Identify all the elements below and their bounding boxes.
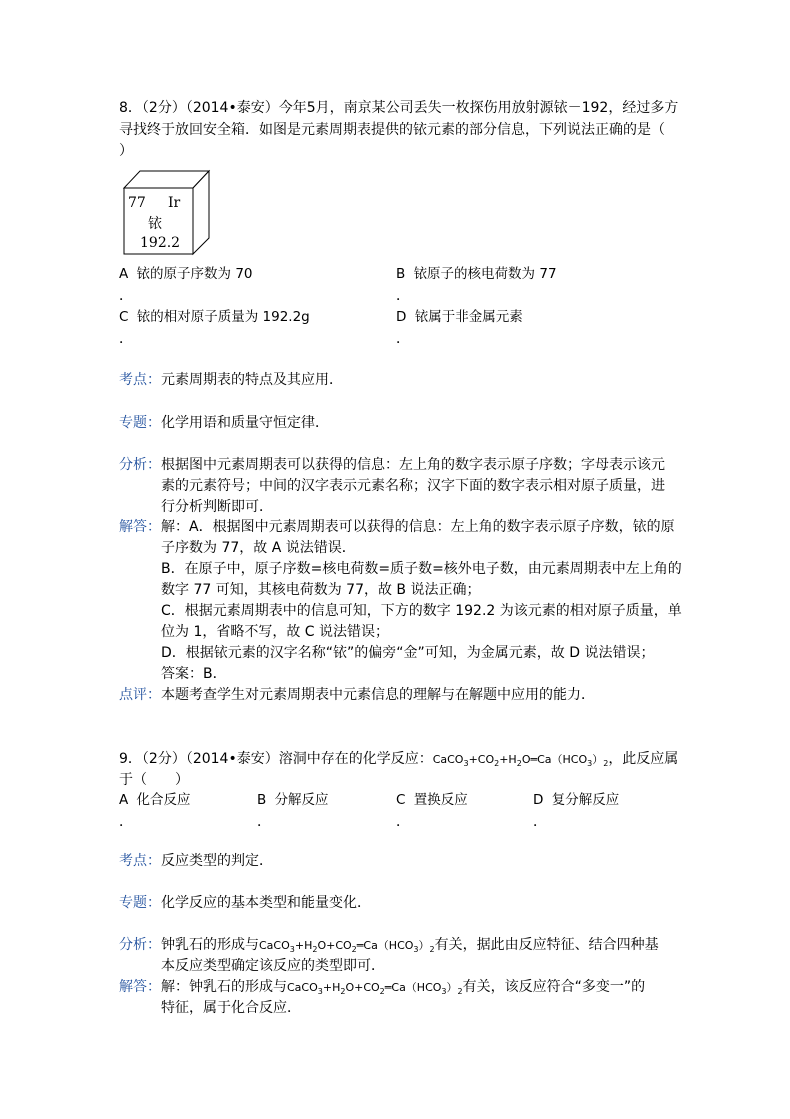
q8-stem-line3: ） <box>119 143 133 159</box>
q8-fenxi-line3: 行分析判断即可． <box>161 499 273 515</box>
option-letter: D <box>396 309 407 325</box>
q9-option-b[interactable] <box>257 790 329 810</box>
q8-stem-line2: 寻找终于放回安全箱．如图是元素周期表提供的铱元素的部分信息，下列说法正确的是（ <box>119 122 665 138</box>
q9-fenxi-line1 <box>161 935 659 956</box>
kaodian-label: 考点： <box>119 372 161 388</box>
element-mass: 192.2 <box>140 235 181 251</box>
zhuanti-label: 专题： <box>119 415 161 431</box>
q8-jieda-line3: B．在原子中，原子序数=核电荷数=质子数=核外电子数，由元素周期表中左上角的 <box>161 561 682 577</box>
q8-option-a-dot: ． <box>119 288 133 304</box>
q9-option-d-dot: ． <box>533 814 547 830</box>
q8-jieda-line5: C．根据元素周期表中的信息可知，下方的数字 192.2 为该元素的相对原子质量，单 <box>161 603 682 619</box>
q8-kaodian <box>119 370 343 390</box>
option-text: 铱属于非金属元素 <box>414 309 523 325</box>
option-text: 铱的原子序数为 70 <box>136 266 253 282</box>
option-letter: B <box>396 266 406 282</box>
zhuanti-text: 化学用语和质量守恒定律． <box>161 415 329 431</box>
option-text: 分解反应 <box>274 792 329 808</box>
q8-dianping <box>119 685 595 705</box>
option-text: 置换反应 <box>413 792 468 808</box>
q8-option-c-dot: ． <box>119 331 133 347</box>
q9-jieda-label: 解答： <box>119 979 161 995</box>
q9-option-c[interactable] <box>396 790 468 810</box>
q8-zhuanti <box>119 413 329 433</box>
q8-jieda-line2: 子序数为 77，故 A 说法错误． <box>161 540 356 556</box>
q8-fenxi-line1: 根据图中元素周期表可以获得的信息：左上角的数字表示原子序数；字母表示该元 <box>161 457 665 473</box>
q9-option-a[interactable] <box>119 790 191 810</box>
kaodian-text: 元素周期表的特点及其应用． <box>161 372 343 388</box>
option-text: 铱原子的核电荷数为 77 <box>413 266 557 282</box>
q9-kaodian <box>119 851 273 871</box>
option-text: 复分解反应 <box>551 792 620 808</box>
q9-jieda-line1 <box>161 977 645 998</box>
q8-option-d-dot: ． <box>396 331 410 347</box>
q8-option-b[interactable] <box>396 264 557 284</box>
option-letter: A <box>119 266 129 282</box>
element-name: 铱 <box>148 216 162 232</box>
q8-jieda-line6: 位为 1，省略不写，故 C 说法错误； <box>161 624 390 640</box>
q9-fenxi-label: 分析： <box>119 937 161 953</box>
q8-jieda-line4: 数字 77 可知，其核电荷数为 77，故 B 说法正确； <box>161 582 481 598</box>
option-text: 铱的相对原子质量为 192.2g <box>136 309 310 325</box>
q8-jieda-line8: 答案：B． <box>161 666 227 682</box>
q9-stem-line2: 于（ ） <box>119 772 189 788</box>
element-card <box>120 168 212 258</box>
option-letter: C <box>119 309 129 325</box>
q9-jieda-line2: 特征，属于化合反应． <box>161 1000 301 1016</box>
element-atomic-number: 77 <box>128 195 146 211</box>
option-text: 化合反应 <box>136 792 191 808</box>
q9-option-a-dot: ． <box>119 814 133 830</box>
dianping-label: 点评： <box>119 687 161 703</box>
fenxi-formula: $CaCO_3+H_2O+CO_2═Ca(HCO_3)_2$ <box>259 939 435 955</box>
q8-fenxi-line2: 素的元素符号；中间的汉字表示元素名称；汉字下面的数字表示相对原子质量，进 <box>161 478 665 494</box>
jieda-pre: 解：钟乳石的形成与 <box>161 979 287 995</box>
q9-stem-formula: $CaCO_3+CO_2+H_2O═Ca(HCO_3)_2$ <box>432 753 609 769</box>
q9-stem-line1 <box>119 749 678 770</box>
q9-zhuanti <box>119 893 371 913</box>
q8-fenxi-label: 分析： <box>119 457 161 473</box>
element-symbol: Ir <box>168 195 181 211</box>
q9-option-c-dot: ． <box>396 814 410 830</box>
q8-jieda-line7: D．根据铱元素的汉字名称“铱”的偏旁“金”可知，为金属元素，故 D 说法错误； <box>161 645 655 661</box>
dianping-text: 本题考查学生对元素周期表中元素信息的理解与在解题中应用的能力． <box>161 687 595 703</box>
kaodian-text: 反应类型的判定． <box>161 853 273 869</box>
option-letter: A <box>119 792 129 808</box>
q9-option-d[interactable] <box>533 790 619 810</box>
q8-option-d[interactable] <box>396 307 523 327</box>
kaodian-label: 考点： <box>119 853 161 869</box>
fenxi-post: 有关，据此由反应特征、结合四种基 <box>434 937 659 953</box>
jieda-post: 有关，该反应符合“多变一”的 <box>462 979 646 995</box>
q9-stem-part2: ，此反应属 <box>608 751 679 767</box>
q9-fenxi-line2: 本反应类型确定该反应的类型即可． <box>161 958 385 974</box>
option-letter: C <box>396 792 406 808</box>
q8-jieda-line1: 解：A．根据图中元素周期表可以获得的信息：左上角的数字表示原子序数，铱的原 <box>161 519 675 535</box>
q8-jieda-label: 解答： <box>119 519 161 535</box>
q9-option-b-dot: ． <box>257 814 271 830</box>
q8-option-c[interactable] <box>119 307 310 327</box>
q8-option-a[interactable] <box>119 264 253 284</box>
q8-option-b-dot: ． <box>396 288 410 304</box>
zhuanti-label: 专题： <box>119 895 161 911</box>
option-letter: B <box>257 792 267 808</box>
fenxi-pre: 钟乳石的形成与 <box>161 937 259 953</box>
jieda-formula: $CaCO_3+H_2O+CO_2═Ca(HCO_3)_2$ <box>287 981 463 997</box>
option-letter: D <box>533 792 544 808</box>
q8-stem-line1: 8．（2分）（2014•泰安）今年5月，南京某公司丢失一枚探伤用放射源铱－192，经过多方 <box>119 100 679 116</box>
q9-stem-part1: 9．（2分）（2014•泰安）溶洞中存在的化学反应： <box>119 751 433 767</box>
zhuanti-text: 化学反应的基本类型和能量变化． <box>161 895 371 911</box>
